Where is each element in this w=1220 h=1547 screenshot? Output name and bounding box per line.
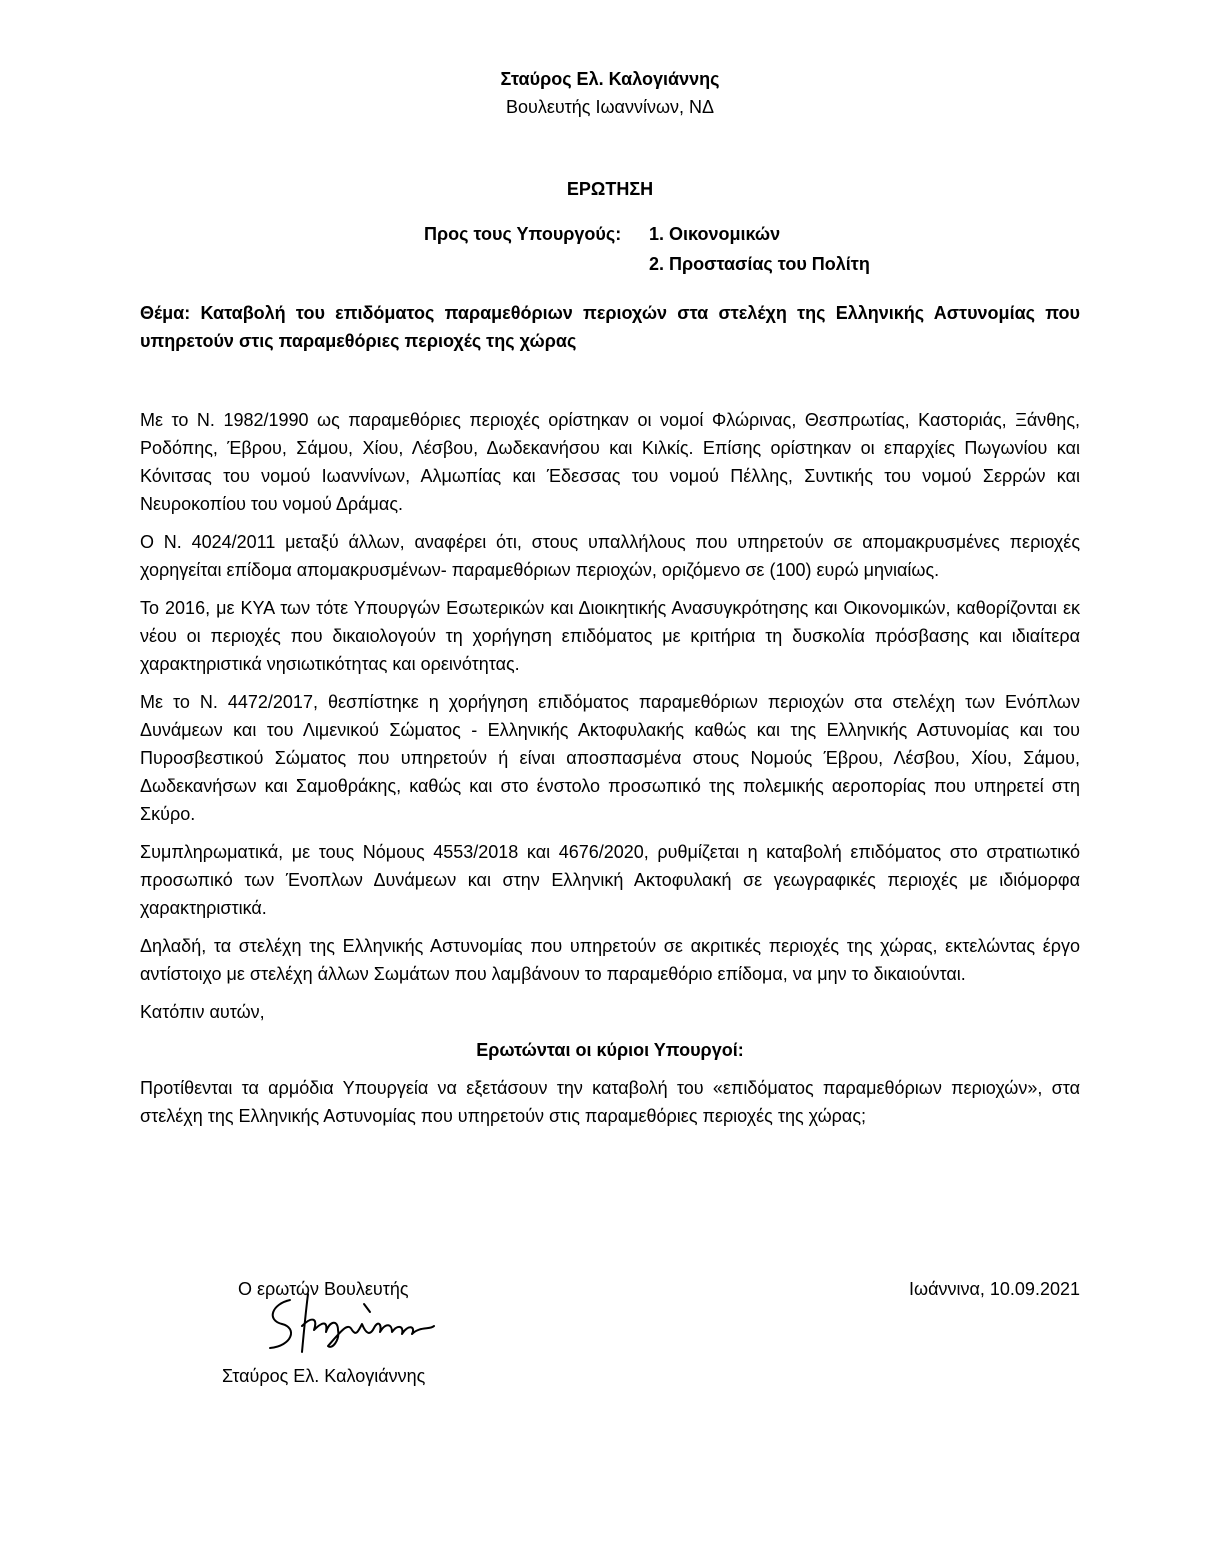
body-paragraph: Το 2016, με ΚΥΑ των τότε Υπουργών Εσωτερικών και Διοικητικής Ανασυγκρότησης και Οικονομικών, καθορίζονται εκ νέου οι περιοχές που δικαιολογούν τη χορήγηση επιδόματος με κριτήρια τη δυσκολία πρόσβασης και ιδιαίτερα χαρακτηριστικά νησιωτικότητας και ορεινότητας. [140,598,1080,674]
author-position: Βουλευτής Ιωαννίνων, ΝΔ [505,97,715,117]
recipient-item: 1. Οικονομικών [649,224,781,244]
signatory-name: Σταύρος Ελ. Καλογιάννης [222,1366,426,1386]
recipient-item: 2. Προστασίας του Πολίτη [649,254,870,274]
place-date: Ιωάννινα, 10.09.2021 [909,1279,1080,1299]
body-paragraph: Συμπληρωματικά, με τους Νόμους 4553/2018 και 4676/2020, ρυθμίζεται η καταβολή επιδόματος στο στρατιωτικό προσωπικό των Ένοπλων Δυνάμεων και στην Ελληνική Ακτοφυλακή σε γεωγραφικές περιοχές με ιδιόμορφα χαρακτηριστικά. [140,842,1080,918]
recipients-label: Προς τους Υπουργούς: [424,224,622,244]
body-paragraph: Κατόπιν αυτών, [140,1002,265,1022]
author-name: Σταύρος Ελ. Καλογιάννης [500,69,720,89]
handwritten-signature [252,1290,452,1360]
signatory-title: Ο ερωτών Βουλευτής [238,1279,409,1299]
subject-line: Θέμα: Καταβολή του επιδόματος παραμεθόριων περιοχών στα στελέχη της Ελληνικής Αστυνομίας που υπηρετούν στις παραμεθόριες περιοχές της χώρας [140,303,1080,351]
question-paragraph: Προτίθενται τα αρμόδια Υπουργεία να εξετάσουν την καταβολή του «επιδόματος παραμεθόριων περιοχών», στα στελέχη της Ελληνικής Αστυνομίας που υπηρετούν στις παραμεθόριες περιοχές της χώρας; [140,1078,1080,1126]
body-paragraph: Με το Ν. 4472/2017, θεσπίστηκε η χορήγηση επιδόματος παραμεθόριων περιοχών στα στελέχη των Ενόπλων Δυνάμεων και του Λιμενικού Σώματος - Ελληνικής Ακτοφυλακής καθώς και της Ελληνικής Αστυνομίας και του Πυροσβεστικού Σώματος που υπηρετούν ή είναι αποσπασμένα στους Νομούς Έβρου, Λέσβου, Χίου, Σάμου, Δωδεκανήσων και Σαμοθράκης, καθώς και στο ένστολο προσωπικό της πολεμικής αεροπορίας που υπηρετεί στη Σκύρο. [140,692,1080,824]
body-paragraph: Ο Ν. 4024/2011 μεταξύ άλλων, αναφέρει ότι, στους υπαλλήλους που υπηρετούν σε απομακρυσμένες περιοχές χορηγείται επίδομα απομακρυσμένων- παραμεθόριων περιοχών, οριζόμενο σε (100) ευρώ μηνιαίως. [140,532,1080,580]
recipients-block [424,219,944,279]
body-paragraph: Δηλαδή, τα στελέχη της Ελληνικής Αστυνομίας που υπηρετούν σε ακριτικές περιοχές της χώρας, εκτελώντας έργο αντίστοιχο με στελέχη άλλων Σωμάτων που λαμβάνουν το παραμεθόριο επίδομα, να μην το δικαιούνται. [140,936,1080,984]
body-paragraph: Με το Ν. 1982/1990 ως παραμεθόριες περιοχές ορίστηκαν οι νομοί Φλώρινας, Θεσπρωτίας, Καστοριάς, Ξάνθης, Ροδόπης, Έβρου, Σάμου, Χίου, Λέσβου, Δωδεκανήσου και Κιλκίς. Επίσης ορίστηκαν οι επαρχίες Πωγωνίου και Κόνιτσας του νομού Ιωαννίνων, Αλμωπίας και Έδεσσας του νομού Πέλλης, Συντικής του νομού Σερρών και Νευροκοπίου του νομού Δράμας. [140,410,1080,514]
document-body [140,406,1080,1140]
document-type: ΕΡΩΤΗΣΗ [566,179,654,199]
question-heading: Ερωτώνται οι κύριοι Υπουργοί: [476,1040,744,1060]
